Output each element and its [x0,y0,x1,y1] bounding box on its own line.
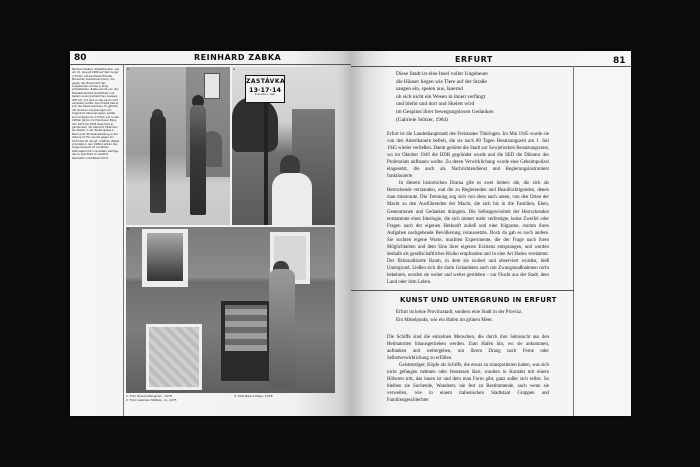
photo-number: 2 [233,67,235,71]
zastavka-sign: ZASTÁVKA 13·17·14 NOVÉ MĚSTO · NÁM. [245,75,285,103]
column-rule [123,64,124,416]
photo-two-men-courtyard [126,67,230,225]
paragraph: Geistesträger, Köpfe als Schiffe, die etwas zu transportieren haben, was sich nicht gefangen nehmen oder festsetzen lässt, sondern in Kontakt mit einem Höheren tritt, das innen ist und dem man Form gibt, ganz außer sich selbst. So bleiben sie Suchende, Wanderer, nie fest zu Bestimmende, auch wenn sie verweilen, wie in einem italienischen Stadtstaat Gruppen und Familiengeschlechter [387,363,549,404]
page-number-left: 80 [74,53,87,63]
page-number-right: 81 [613,56,626,66]
right-page [351,51,631,416]
body-text-1 [387,131,549,286]
section-title: KUNST UND UNTERGRUND IN ERFURT [400,296,557,304]
photo-artist-with-paintings [126,227,335,393]
photo-number: 3 [127,227,129,231]
running-head-left: REINHARD ZABKA [194,53,282,62]
caption-1: 1: Foto Roland Bergmen, 1978 [126,394,172,398]
margin-rule [573,66,574,416]
poem-attribution: (Gabriele Stötzer, 1984) [396,116,449,123]
header-rule [70,64,351,65]
sidebar-bio-text: Reinhard Zabka, Objektkünstler, war am 21. August 1968 auf dem Anger in Erfurt, als die Polizei Erfurter Menschen zusammendrosch, die gegen den Einmarsch der sowjetischen Armee in Prag protestierten. Zabka wurde von den Staatssicherheit identifiziert und bekam einen polizeilichen Ausweis (PM 12), mit dem er das Land nicht verlassen durfte. Aus Protest ließ er sich die Haare wachsen. Er gehörte mit anderen Langhaarigen am Angerzum Saisongruppen, später zum Untergrund in Erfurt und in den 1980er Jahren im Prenzlauer Berg. Von 1974 bis 1978 bewohnte er gemeinsam mit Albrecht Hillemann ein Atelier in der Taubengasse 1. Nach einer Einzelausstellung in der Galerie im Flur wurde gegen ihn 1979 das IM „Kunst“ eröffnet. Zabka gründete in den 1990er Jahren das Lügenmuseum im Landkreis Zeltungskirche in Gnesteln Gantige, das er seit 2012 im Gasthof Serkowitz in Radebeul führt. [72,68,120,160]
photo-bus-stop [232,67,335,225]
photo-number: 1 [127,67,129,71]
caption-3: 3: Foto Bernd Hape, 1978 [234,394,273,398]
left-page [70,51,351,416]
paragraph: Erfurt ist die Landeshauptstadt des Freistaates Thüringen. Im Mai 1945 wurde sie von den Amerikanern befreit, die sie nach 80 Tagen Besatzungszeit am 1. Juli 1945 wieder verließen. Damit gehörte die Stadt zur Sowjetischen Besatzungszone, wo im Oktober 1949 die DDR gegründet wurde und die SED die Diktatur des Proletariats aufbauen wollte. Zu deren Verwirklichung wurde eine Geheimpolizei eingesetzt, die auch als Nachrichtendienst und Regierungsinstrument funktionierte. [387,132,549,180]
header-rule [351,66,631,67]
body-text-2 [387,334,549,404]
paragraph: Die Schiffe sind die einzelnen Menschen, die durch ihre Sehnsucht aus den Heimatorten hinausgetrieben werden. Zum Hafen hin, wo sie ankommen, auftanken und weitergeben, um ihrem Drang nach Ferne oder Selbstverwirklichung zu erfüllen. [387,335,549,362]
paragraph: In diesem historischen Drama gibt es zwei Seiten: die, die sich als Herrschende verstanden, und die zu Regierenden und Beaufsichtigenden, denen man misstraute. Die Trennung zog sich von oben nach unten, von den Orten der Macht zu den Ausführenden der Macht, die sich bis in die Familien, Ehen, Generationen und Gedanken drängten. Die Selbstgewissheit der Herrschenden entstammte einer Ideologie, die sich immer mehr verfestigte, keine Zweifel oder Fragen nach der eigenen Herkunft zuließ und eine folgsame, stumm ihren Aufgaben nachgehende Bevölkerung voraussetzte. Doch da gab es noch andere. Sie suchten eigene Worte, machten Experimente, die der Frage nach ihren Möglichkeiten und dem Sinn ihrer eigenen Existenz entsprangen, und wurden deshalb als gesellschaftliches Risiko empfunden und in eine Art Hades verdammt. Der fiktionalisierte Raum, in dem sie isoliert und observiert wurden, hieß Untergrund. Ließen sich die darin Gelandeten auch mit Zwangsmaßnahmen nicht bekehren, wurden sie weiter und weiter getrieben – zur Flucht aus der Stadt, dem Land oder dem Leben. [387,181,549,285]
section-rule [351,290,574,291]
section-intro: Erfurt ist keine Provinzstadt, sondern eine Stadt in der Provinz. Ein Mittelpunkt, wie ein Hafen im grünen Meer. [396,310,523,323]
book-spread [70,51,631,416]
epigraph-poem: Diese Stadt ist eine Insel voller Ungeheuer die Häuser liegen wie Tiere auf der Straße saugen ein, speien aus, lauernd ob sich nicht ein Wesen in ihnen verfängt und bleibt und dort und Skelett wird im Gespinst ihrer bewegungslosen Gedanken (Gabriele Stötzer, 1984) [396,71,546,124]
caption-2: 2: Foto Gabriele Stötzer, ca. 1975 [126,398,177,402]
running-head-right: ERFURT [455,55,493,64]
photo-captions [126,394,335,402]
